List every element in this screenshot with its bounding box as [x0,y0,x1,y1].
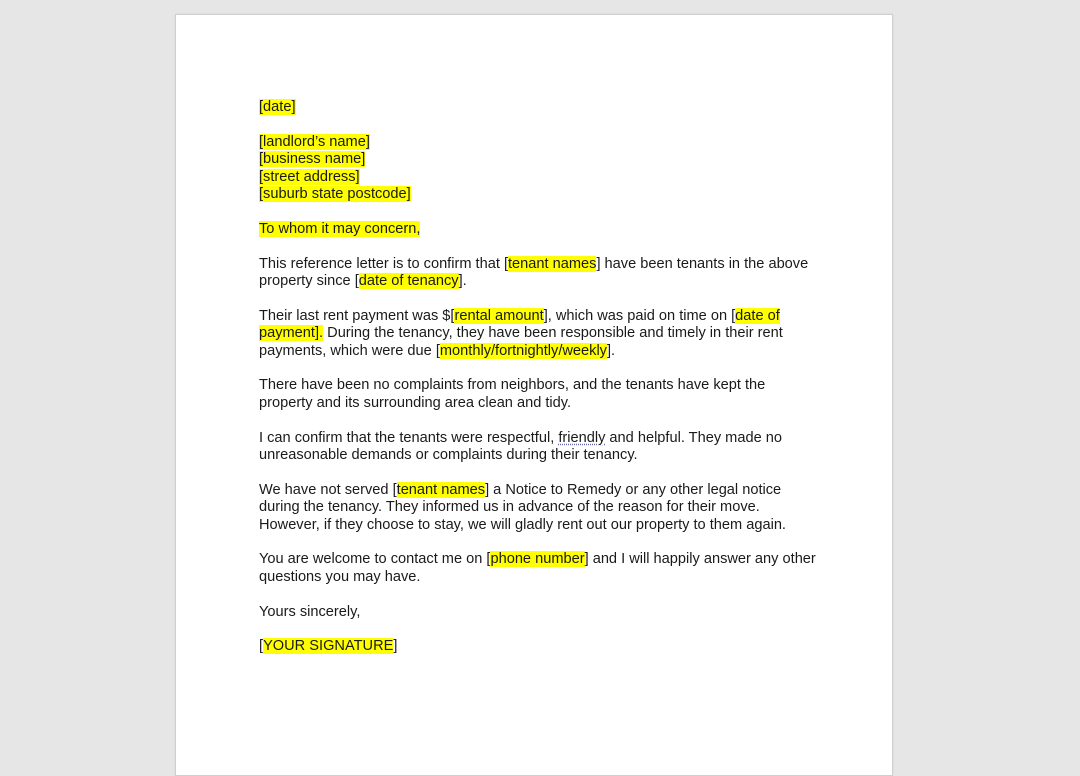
salutation-text: To whom it may concern, [259,220,421,237]
date-of-payment-placeholder: date of payment]. [259,307,780,342]
address-block [259,134,819,204]
p2-text-2: ], which was paid on time on [ [543,307,736,324]
salutation [259,221,819,238]
rental-amount-placeholder: rental amount [454,307,544,324]
paragraph-contact [259,551,819,586]
paragraph-confirmation [259,256,819,291]
business-name-placeholder: [business name] [259,151,366,168]
signature-line [259,638,819,655]
p1-text-1: This reference letter is to confirm that [ [259,255,508,272]
date-placeholder: [date] [259,99,296,115]
tenant-names-placeholder: tenant names [508,255,597,272]
paragraph-complaints: There have been no complaints from neighbors, and the tenants have kept the property and its surrounding area clean and tidy. [259,377,766,411]
payment-frequency-placeholder: monthly/fortnightly/weekly [439,342,607,359]
letter-body[interactable] [259,99,819,673]
p6-text-1: You are welcome to contact me on [ [259,551,491,568]
paragraph-conduct [259,430,819,465]
address-block-date [259,99,819,116]
p2-text-3: During the tenancy, they have been responsible and timely in their rent payments, which were due [ [259,325,783,359]
p2-text-1: Their last rent payment was $[ [259,307,455,324]
document-page [175,14,893,776]
signature-bracket-open: [ [259,638,264,655]
p2-text-4: ]. [606,342,616,359]
p5-text-1: We have not served [ [259,481,397,498]
paragraph-legal-notice [259,482,819,534]
paragraph-rent-payment [259,308,819,360]
p1-text-3: ]. [458,273,467,290]
p5-text-2: ] a Notice to Remedy or any other legal notice during the tenancy. They informed us in advance of the reason for their move. However, if they choose to stay, we will gladly rent out our property to them again. [259,481,786,533]
p4-text-1: I can confirm that the tenants were respectful, [259,429,559,446]
p1-text-2: ] have been tenants in the above property since [ [259,255,809,290]
p4-text-2: and helpful. They made no unreasonable demands or complaints during their tenancy. [259,429,782,464]
street-address-placeholder: [street address] [259,168,360,185]
suburb-state-postcode-placeholder: [suburb state postcode] [259,186,411,203]
date-of-tenancy-placeholder: date of tenancy [358,273,459,290]
phone-number-placeholder: phone number [490,551,585,568]
signature-bracket-close: ] [393,638,398,655]
tenant-names-placeholder-2: tenant names [396,481,486,498]
closing: Yours sincerely, [259,603,361,620]
landlord-name-placeholder: [landlord’s name] [259,133,370,150]
p6-text-2: ] and I will happily answer any other questions you may have. [259,551,816,585]
spellcheck-word-friendly: friendly [558,429,606,446]
signature-placeholder: YOUR SIGNATURE [263,638,394,655]
